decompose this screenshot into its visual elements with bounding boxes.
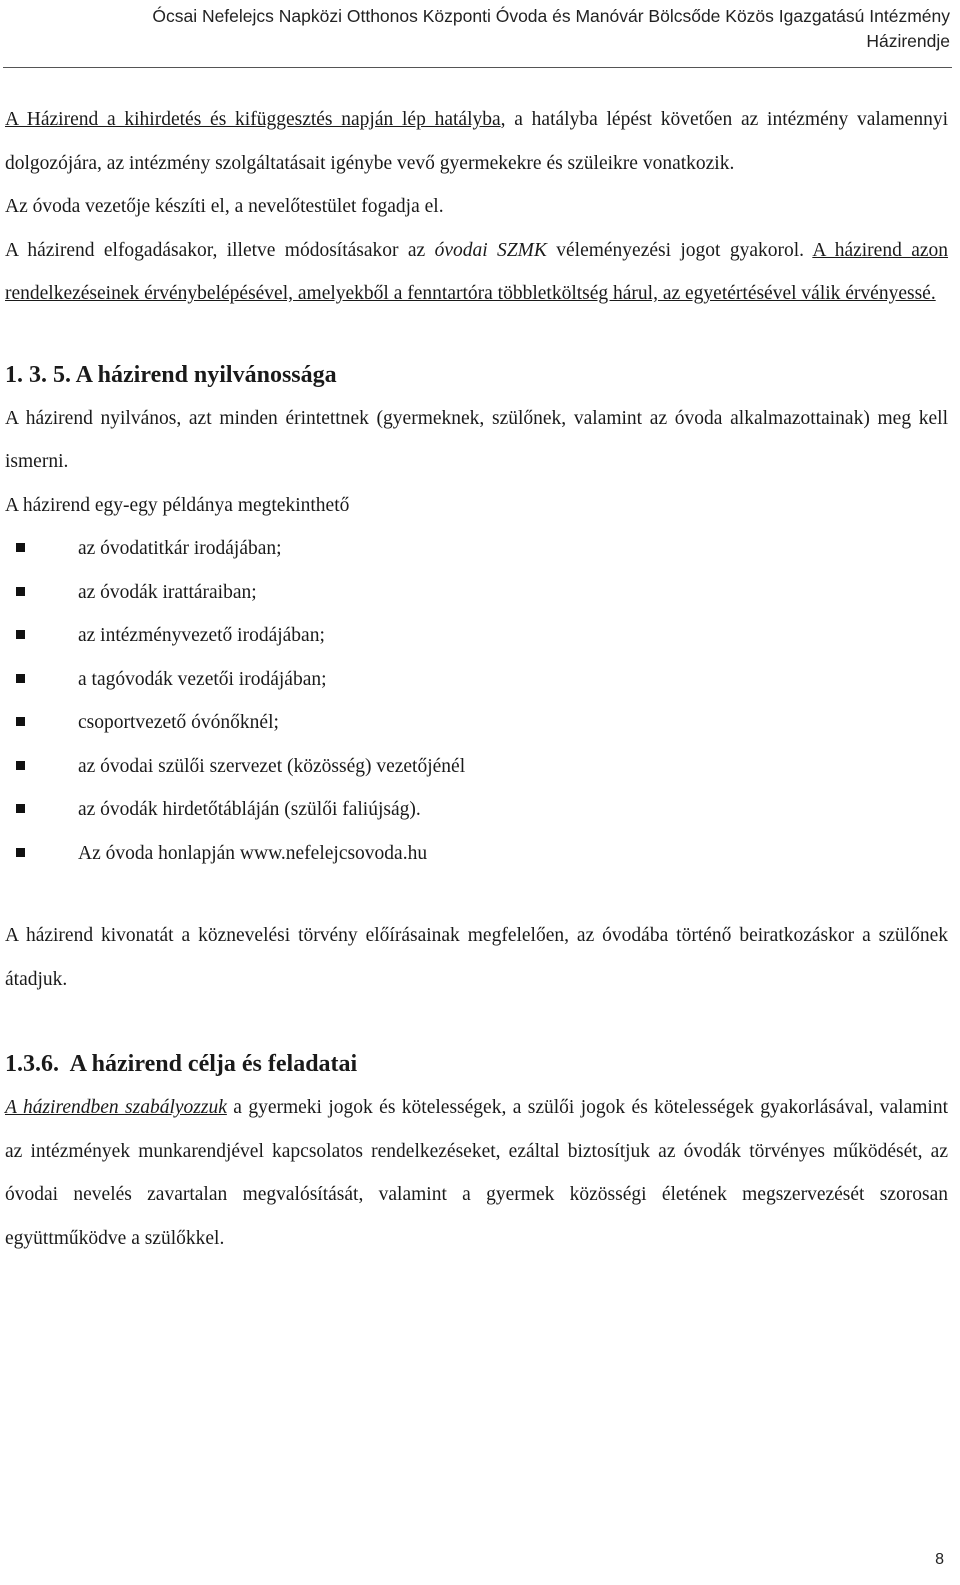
list-item bbox=[10, 832, 948, 876]
list-item-text: az intézményvezető irodájában; bbox=[78, 625, 325, 646]
square-bullet-icon bbox=[16, 630, 25, 639]
publicity-paragraph-2: A házirend egy-egy példánya megtekinthető bbox=[5, 494, 350, 516]
list-item-text: az óvodatitkár irodájában; bbox=[78, 538, 282, 559]
document-body bbox=[5, 98, 948, 1260]
intro-paragraph-approval bbox=[5, 229, 948, 316]
effective-date-underlined: A Házirend a kihirdetés és kifüggesztés napján lép hatályba bbox=[5, 109, 501, 130]
list-item bbox=[10, 527, 948, 571]
square-bullet-icon bbox=[16, 717, 25, 726]
square-bullet-icon bbox=[16, 804, 25, 813]
spacer bbox=[5, 1001, 948, 1043]
header-institution-name: Ócsai Nefelejcs Napközi Otthonos Központi Óvoda és Manóvár Bölcsőde Közös Igazgatású Intézmény bbox=[152, 6, 950, 26]
purpose-underlined-italic: A házirendben szabályozzuk bbox=[5, 1097, 227, 1118]
square-bullet-icon bbox=[16, 761, 25, 770]
list-item bbox=[10, 571, 948, 615]
list-item bbox=[10, 701, 948, 745]
list-item bbox=[10, 788, 948, 832]
square-bullet-icon bbox=[16, 848, 25, 857]
locations-list bbox=[5, 527, 948, 875]
effective-date-rest: , a hatályba lépést követően az intézmény valamennyi dolgozójára, az intézmény szolgáltatásait igénybe vevő gyermekekre és szüleikre vonatkozik. bbox=[5, 109, 948, 174]
approval-szmk-italic: óvodai SZMK bbox=[434, 239, 547, 261]
list-item-text: csoportvezető óvónőknél; bbox=[78, 712, 279, 733]
publicity-paragraph-1: A házirend nyilvános, azt minden érintettnek (gyermeknek, szülőnek, valamint az óvoda alkalmazottainak) meg kell ismerni. bbox=[5, 407, 948, 472]
list-item-text: az óvodák irattáraiban; bbox=[78, 581, 257, 603]
list-item bbox=[10, 745, 948, 789]
intro-paragraph-effective bbox=[5, 98, 948, 185]
purpose-paragraph bbox=[5, 1086, 948, 1260]
purpose-rest: a gyermeki jogok és kötelességek, a szülői jogok és kötelességek gyakorlásával, valamint az intézmények munkarendjével kapcsolatos rendelkezéseket, ezáltal biztosítjuk az óvodák törvényes működését, az óvodai nevelés zavartalan megvalósítását, valamint a gyermek közösségi életének megszervezését szorosan együttműködve a szülőkkel. bbox=[5, 1097, 949, 1249]
approval-text-b: véleményezési jogot gyakorol. bbox=[546, 239, 813, 261]
approval-underlined: A házirend azon rendelkezéseinek érvénybelépésével, amelyekből a fenntartóra többletköltség hárul, az egyetértésével válik érvényessé. bbox=[5, 239, 949, 304]
page-header bbox=[0, 4, 950, 54]
approval-text-a: A házirend elfogadásakor, illetve módosításakor az bbox=[5, 239, 435, 261]
list-item-text: az óvodai szülői szervezet (közösség) vezetőjénél bbox=[78, 755, 466, 777]
list-item bbox=[10, 614, 948, 658]
publicity-paragraph-3: A házirend kivonatát a köznevelési törvény előírásainak megfelelően, az óvodába történő beiratkozáskor a szülőnek átadjuk. bbox=[5, 925, 948, 990]
square-bullet-icon bbox=[16, 587, 25, 596]
spacer bbox=[5, 875, 948, 914]
list-item-text: az óvodák hirdetőtábláján (szülői faliújság). bbox=[78, 799, 421, 820]
spacer bbox=[5, 316, 948, 354]
square-bullet-icon bbox=[16, 543, 25, 552]
square-bullet-icon bbox=[16, 674, 25, 683]
header-divider bbox=[3, 67, 952, 68]
list-item-text: Az óvoda honlapján www.nefelejcsovoda.hu bbox=[78, 842, 428, 864]
intro-paragraph-author: Az óvoda vezetője készíti el, a nevelőtestület fogadja el. bbox=[5, 196, 444, 217]
section-heading-purpose: 1.3.6. A házirend célja és feladatai bbox=[5, 1051, 358, 1077]
section-heading-publicity: 1. 3. 5. A házirend nyilvánossága bbox=[5, 361, 337, 388]
page-number: 8 bbox=[935, 1551, 944, 1568]
list-item-text: a tagóvodák vezetői irodájában; bbox=[78, 668, 327, 690]
list-item bbox=[10, 658, 948, 702]
header-document-title: Házirendje bbox=[866, 31, 950, 51]
